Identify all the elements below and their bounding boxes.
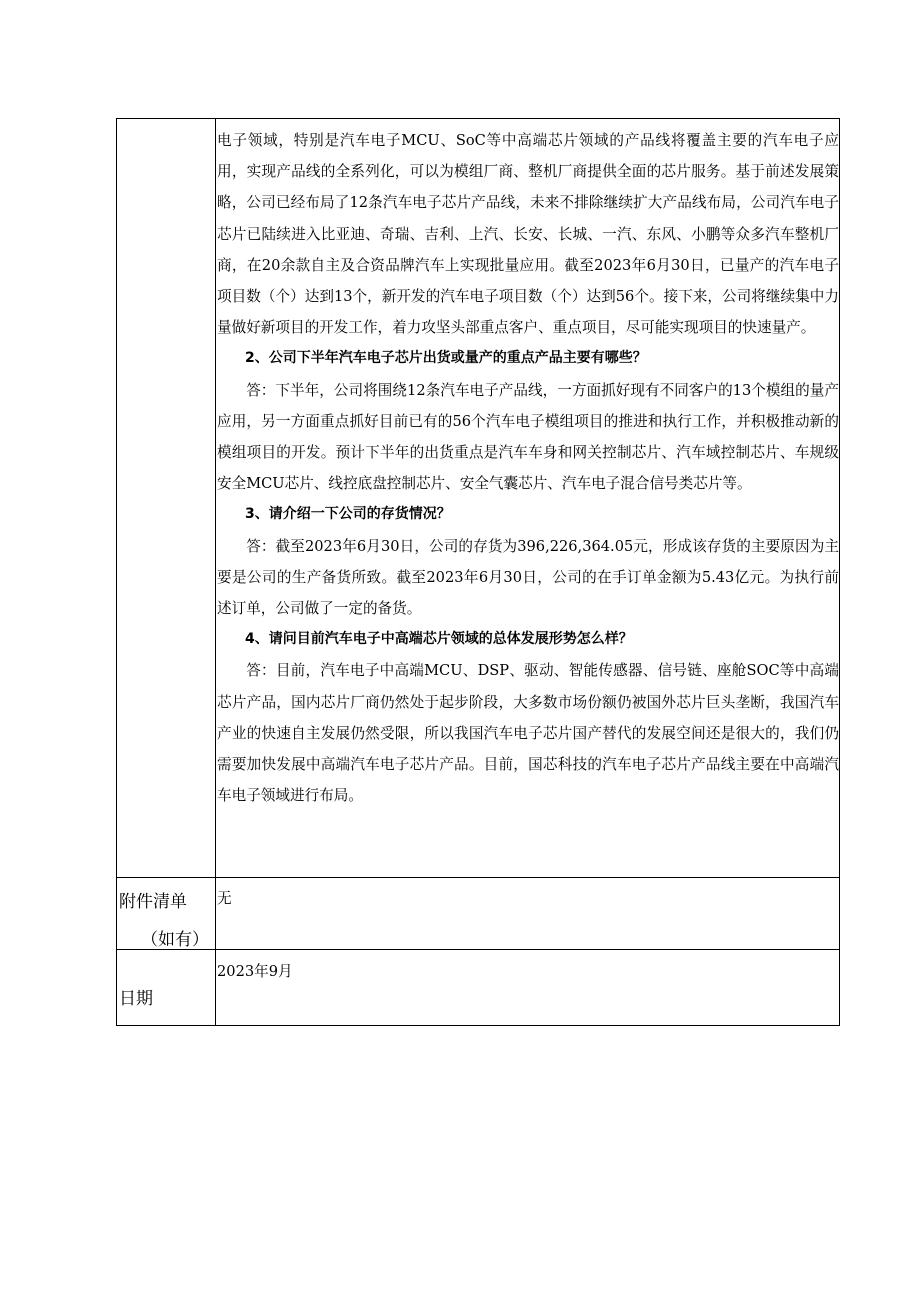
answer-4: 答：目前，汽车电子中高端MCU、DSP、驱动、智能传感器、信号链、座舱SOC等中高端芯片产品，国内芯片厂商仍然处于起步阶段，大多数市场份额仍被国外芯片巨头垄断，我国汽车产业的快速自主发展仍然受限，所以我国汽车电子芯片国产替代的发展空间还是很大的，我们仍需要加快发展中高端汽车电子芯片产品。目前，国芯科技的汽车电子芯片产品线主要在中高端汽车电子领域进行布局。	[217, 662, 839, 805]
attachments-row	[117, 878, 839, 950]
content-row	[117, 119, 839, 878]
attachments-value: 无	[217, 890, 232, 907]
attachments-label: 附件清单	[119, 892, 187, 912]
date-label: 日期	[119, 989, 153, 1009]
date-value: 2023年9月	[217, 963, 293, 980]
date-row	[117, 950, 839, 1025]
answer-2: 答：下半年，公司将围绕12条汽车电子产品线，一方面抓好现有不同客户的13个模组的量产应用，另一方面重点抓好目前已有的56个汽车电子模组项目的推进和执行工作，并积极推动新的模组项目的开发。预计下半年的出货重点是汽车车身和网关控制芯片、汽车域控制芯片、车规级安全MCU芯片、线控底盘控制芯片、安全气囊芯片、汽车电子混合信号类芯片等。	[217, 381, 839, 493]
content-cell	[217, 125, 839, 811]
question-3: 3、请介绍一下公司的存货情况？	[245, 506, 451, 523]
question-4: 4、请问目前汽车电子中高端芯片领域的总体发展形势怎么样？	[245, 631, 633, 648]
column-divider	[215, 119, 216, 877]
intro-paragraph: 电子领域，特别是汽车电子MCU、SoC等中高端芯片领域的产品线将覆盖主要的汽车电子应用，实现产品线的全系列化，可以为模组厂商、整机厂商提供全面的芯片服务。基于前述发展策略，公司已经布局了12条汽车电子芯片产品线，未来不排除继续扩大产品线布局，公司汽车电子芯片已陆续进入比亚迪、奇瑞、吉利、上汽、长安、长城、一汽、东风、小鹏等众多汽车整机厂商，在20余款自主及合资品牌汽车上实现批量应用。截至2023年6月30日，已量产的汽车电子项目数（个）达到13个，新开发的汽车电子项目数（个）达到56个。接下来，公司将继续集中力量做好新项目的开发工作，着力攻坚头部重点客户、重点项目，尽可能实现项目的快速量产。	[217, 132, 839, 337]
question-2: 2、公司下半年汽车电子芯片出货或量产的重点产品主要有哪些？	[245, 350, 647, 367]
attachments-label-note: （如有）	[141, 930, 209, 950]
answer-3: 答：截至2023年6月30日，公司的存货为396,226,364.05元，形成该存货的主要原因为主要是公司的生产备货所致。截至2023年6月30日，公司的在手订单金额为5.43亿元。为执行前述订单，公司做了一定的备货。	[217, 537, 839, 618]
document-table	[116, 118, 840, 1026]
